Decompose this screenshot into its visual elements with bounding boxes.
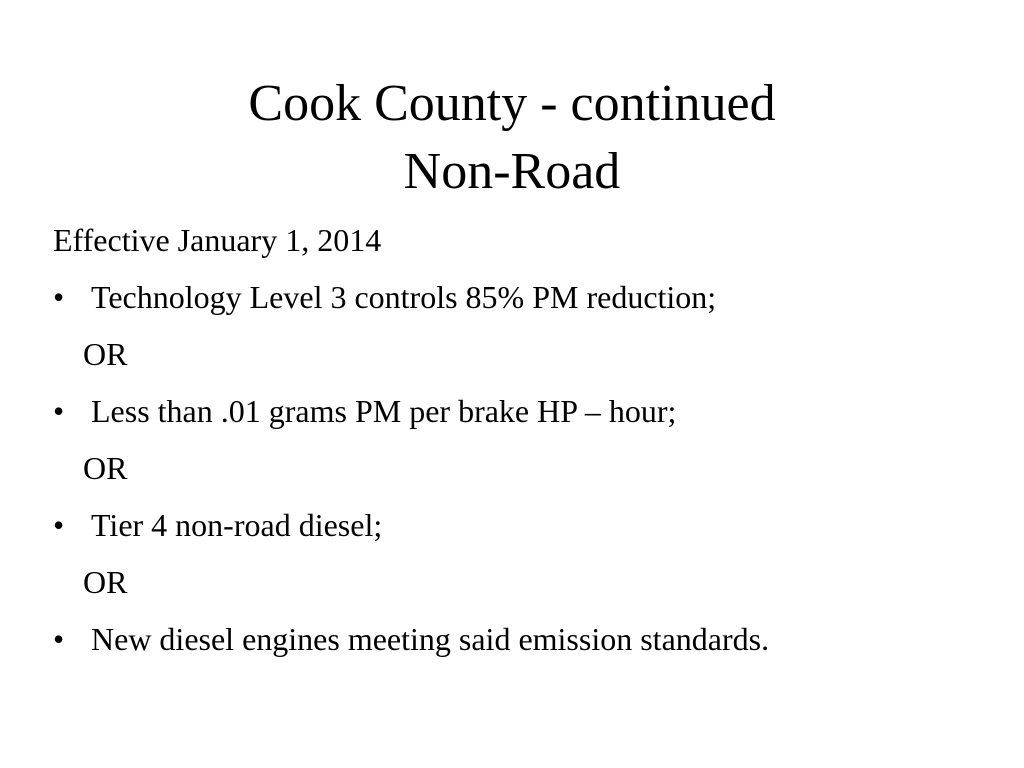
bullet-icon: • bbox=[53, 621, 65, 657]
title-line-2: Non-Road bbox=[403, 143, 621, 200]
or-separator: OR bbox=[83, 564, 128, 600]
or-separator: OR bbox=[83, 450, 128, 486]
list-item bbox=[53, 269, 1003, 326]
or-separator: OR bbox=[83, 336, 128, 372]
title-line-1: Cook County - continued bbox=[248, 75, 776, 132]
list-item bbox=[53, 497, 1003, 554]
effective-date-text: Effective January 1, 2014 bbox=[53, 222, 382, 258]
slide-body bbox=[53, 212, 1003, 668]
bullet-icon: • bbox=[53, 393, 65, 429]
bullet-icon: • bbox=[53, 279, 65, 315]
slide-title bbox=[0, 70, 1024, 206]
list-item-text: Technology Level 3 controls 85% PM reduction; bbox=[91, 279, 717, 315]
bullet-icon: • bbox=[53, 507, 65, 543]
list-item bbox=[53, 611, 1003, 668]
list-item bbox=[53, 383, 1003, 440]
list-item-text: Less than .01 grams PM per brake HP – hour; bbox=[91, 393, 677, 429]
list-item-text: New diesel engines meeting said emission standards. bbox=[91, 621, 770, 657]
list-item-text: Tier 4 non-road diesel; bbox=[91, 507, 383, 543]
